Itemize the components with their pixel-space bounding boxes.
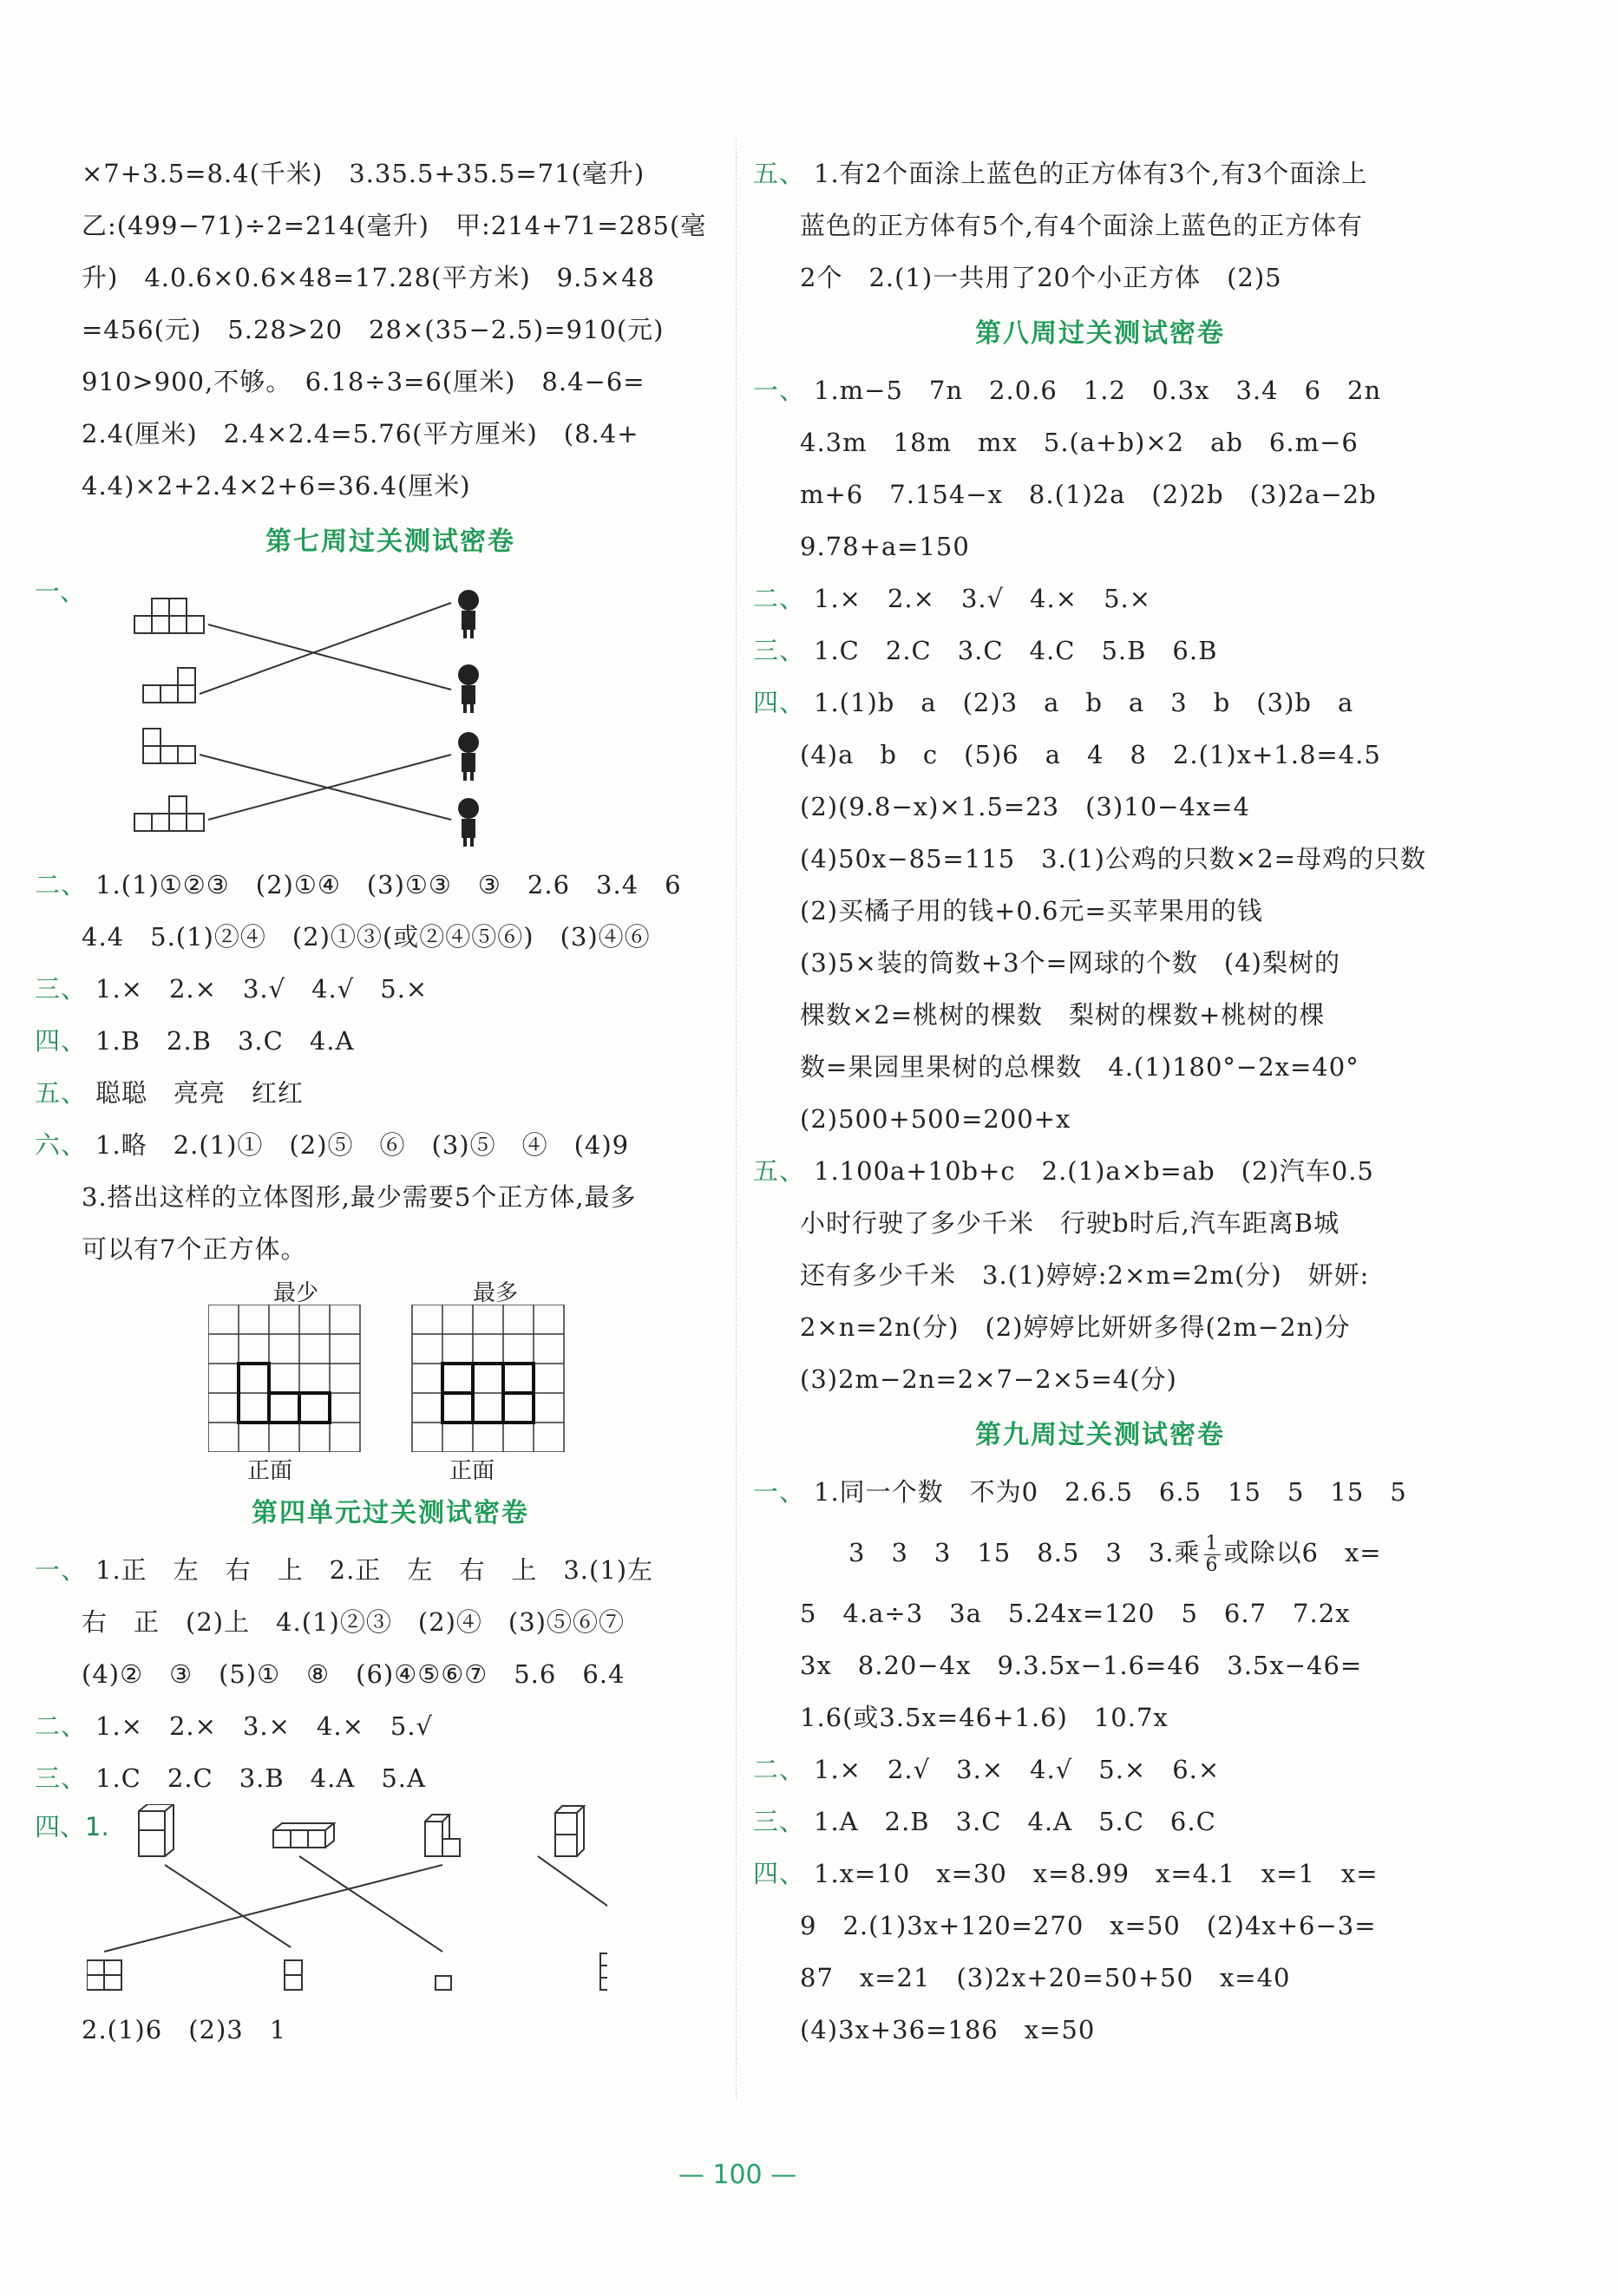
answer-line: =456(元) 5.28>20 28×(35−2.5)=910(元) (82, 315, 665, 344)
child-icon (458, 664, 479, 713)
cube-stack-1 (139, 1804, 174, 1856)
children-icons (458, 590, 479, 847)
answer-line: 二、 1.(1)①②③ (2)①④ (3)①③ ③ 2.6 3.4 6 (35, 870, 682, 899)
answer-line: 五、 1.100a+10b+c 2.(1)a×b=ab (2)汽车0.5 (753, 1156, 1374, 1186)
grid-max (412, 1305, 564, 1452)
answer-line: 小时行驶了多少千米 行驶b时后,汽车距离B城 (800, 1208, 1340, 1238)
child-icon (458, 732, 479, 781)
answer-line: 升) 4.0.6×0.6×48=17.28(平方米) 9.5×48 (82, 263, 655, 292)
left-top-answers (35, 147, 746, 512)
answer-line: 3x 8.20−4x 9.3.5x−1.6=46 3.5x−46= (800, 1651, 1363, 1680)
answer-line: 四、 1.(1)b a (2)3 a b a 3 b (3)b a (753, 688, 1354, 717)
answer-line: 五、 聪聪 亮亮 红红 (35, 1078, 305, 1108)
grid-figures (35, 1275, 746, 1483)
left-column (35, 147, 746, 2056)
grid-front-label: 正面 (247, 1458, 293, 1484)
answer-line: (3)5×装的筒数+3个=网球的个数 (4)梨树的 (800, 948, 1340, 978)
views-matching-figure (35, 1804, 746, 2004)
child-icon (458, 798, 479, 847)
right-column (753, 147, 1447, 2056)
answer-line: 4.4)×2+2.4×2+6=36.4(厘米) (82, 471, 471, 500)
section-label: 四、1. (35, 1812, 109, 1841)
answer-line: m+6 7.154−x 8.(1)2a (2)2b (3)2a−2b (800, 480, 1377, 509)
answer-line: (4)a b c (5)6 a 4 8 2.(1)x+1.8=4.5 (800, 740, 1381, 769)
answer-line-fraction: 3 3 3 15 8.5 3 3.乘 $\frac{1}{6}$ 或除以6 x= (848, 1532, 1382, 1576)
answer-line: 910>900,不够。 6.18÷3=6(厘米) 8.4−6= (82, 367, 645, 396)
answer-line: 蓝色的正方体有5个,有4个面涂上蓝色的正方体有 (800, 211, 1364, 240)
answer-line: 三、 1.C 2.C 3.C 4.C 5.B 6.B (753, 636, 1218, 665)
page-number: — 100 — (678, 2160, 797, 2190)
answer-line: 三、 1.A 2.B 3.C 4.A 5.C 6.C (753, 1807, 1216, 1836)
answer-line: 9.78+a=150 (800, 532, 970, 561)
week9-answers (753, 1587, 1447, 2056)
match-line (208, 625, 451, 690)
grid-front-label: 正面 (449, 1458, 495, 1484)
week7-title: 第七周过关测试密卷 (265, 527, 515, 557)
week9-title: 第九周过关测试密卷 (975, 1420, 1225, 1450)
answer-line: (2)买橘子用的钱+0.6元=买苹果用的钱 (800, 896, 1263, 926)
answer-line: 2.(1)6 (2)3 1 (82, 2015, 287, 2044)
answer-line: 一、 1.m−5 7n 2.0.6 1.2 0.3x 3.4 6 2n (753, 376, 1382, 405)
view-1 (87, 1960, 121, 1990)
answer-line: 2×n=2n(分) (2)婷婷比妍妍多得(2m−2n)分 (800, 1312, 1351, 1342)
view-2 (285, 1960, 302, 1990)
answer-line: 二、 1.× 2.× 3.× 4.× 5.√ (35, 1711, 434, 1741)
answer-line: 4.3m 18m mx 5.(a+b)×2 ab 6.m−6 (800, 428, 1359, 457)
match-line (165, 1865, 291, 1947)
answer-line: ×7+3.5=8.4(千米) 3.35.5+35.5=71(毫升) (82, 159, 645, 188)
grid-svg (208, 1305, 729, 1452)
answer-line: 4.4 5.(1)②④ (2)①③(或②④⑤⑥) (3)④⑥ (82, 922, 651, 952)
answer-line: 乙:(499−71)÷2=214(毫升) 甲:214+71=285(毫 (82, 211, 707, 240)
block-shape-1 (134, 599, 204, 633)
match-line (104, 1865, 442, 1952)
answer-line: 三、 1.× 2.× 3.√ 4.√ 5.× (35, 974, 429, 1004)
answer-line: 四、 1.x=10 x=30 x=8.99 x=4.1 x=1 x= (753, 1859, 1379, 1888)
grid-label-max: 最多 (473, 1280, 519, 1306)
answer-line: 还有多少千米 3.(1)婷婷:2×m=2m(分) 妍妍: (800, 1260, 1370, 1290)
child-icon (458, 590, 479, 638)
block-shape-4 (134, 796, 204, 831)
cube-stack-4 (555, 1806, 584, 1856)
cube-stack-2 (273, 1823, 334, 1848)
answer-line: 2.4(厘米) 2.4×2.4=5.76(平方厘米) (8.4+ (82, 419, 639, 448)
answer-line: 一、 1.同一个数 不为0 2.6.5 6.5 15 5 15 5 (753, 1477, 1407, 1507)
cube-stack-3 (425, 1815, 460, 1856)
answer-line: 四、 1.B 2.B 3.C 4.A (35, 1026, 355, 1056)
answer-line: 五、 1.有2个面涂上蓝色的正方体有3个,有3个面涂上 (753, 159, 1368, 188)
matching-figure (35, 572, 746, 859)
answer-line: 六、 1.略 2.(1)① (2)⑤ ⑥ (3)⑤ ④ (4)9 (35, 1130, 630, 1160)
answer-line: 三、 1.C 2.C 3.B 4.A 5.A (35, 1763, 426, 1793)
grid-min (208, 1305, 360, 1452)
answer-line: (3)2m−2n=2×7−2×5=4(分) (800, 1364, 1177, 1394)
block-shape-2 (143, 668, 195, 703)
answer-line: 2个 2.(1)一共用了20个小正方体 (2)5 (800, 263, 1282, 292)
answer-line: (4)3x+36=186 x=50 (800, 2015, 1096, 2044)
unit4-title: 第四单元过关测试密卷 (252, 1498, 529, 1528)
answer-line: 9 2.(1)3x+120=270 x=50 (2)4x+6−3= (800, 1911, 1377, 1940)
view-3 (436, 1976, 451, 1990)
answer-line: (4)50x−85=115 3.(1)公鸡的只数×2=母鸡的只数 (800, 844, 1426, 873)
block-shape-3 (143, 729, 195, 763)
answer-line: 一、 1.正 左 右 上 2.正 左 右 上 3.(1)左 (35, 1555, 654, 1585)
answer-line: 二、 1.× 2.× 3.√ 4.× 5.× (753, 584, 1152, 613)
answer-line: (4)② ③ (5)① ⑧ (6)④⑤⑥⑦ 5.6 6.4 (82, 1659, 626, 1689)
grid-label-min: 最少 (273, 1280, 319, 1306)
answer-line: 右 正 (2)上 4.(1)②③ (2)④ (3)⑤⑥⑦ (82, 1607, 625, 1637)
answer-line: (2)500+500=200+x (800, 1104, 1071, 1134)
answer-line: 可以有7个正方体。 (82, 1234, 307, 1264)
week8-title: 第八周过关测试密卷 (975, 318, 1225, 349)
match-lines-svg (87, 572, 573, 859)
answer-line: 二、 1.× 2.√ 3.× 4.√ 5.× 6.× (753, 1755, 1221, 1784)
views-svg (87, 1804, 607, 2004)
fraction: $\frac{1}{6}$ (1205, 1532, 1219, 1576)
section-label: 一、 (35, 577, 86, 606)
answer-line: 3.搭出这样的立体图形,最少需要5个正方体,最多 (82, 1182, 637, 1212)
answer-line: 棵数×2=桃树的棵数 梨树的棵数+桃树的棵 (800, 1000, 1326, 1030)
answer-line: 数=果园里果树的总棵数 4.(1)180°−2x=40° (800, 1052, 1359, 1082)
answer-line: 87 x=21 (3)2x+20=50+50 x=40 (800, 1963, 1291, 1992)
match-line (538, 1856, 607, 1943)
week8-answers (753, 364, 1447, 1405)
answer-line: 5 4.a÷3 3a 5.24x=120 5 6.7 7.2x (800, 1599, 1351, 1628)
answer-line: (2)(9.8−x)×1.5=23 (3)10−4x=4 (800, 792, 1250, 821)
answer-line: 1.6(或3.5x=46+1.6) 10.7x (800, 1703, 1169, 1732)
view-4 (600, 1953, 607, 1990)
